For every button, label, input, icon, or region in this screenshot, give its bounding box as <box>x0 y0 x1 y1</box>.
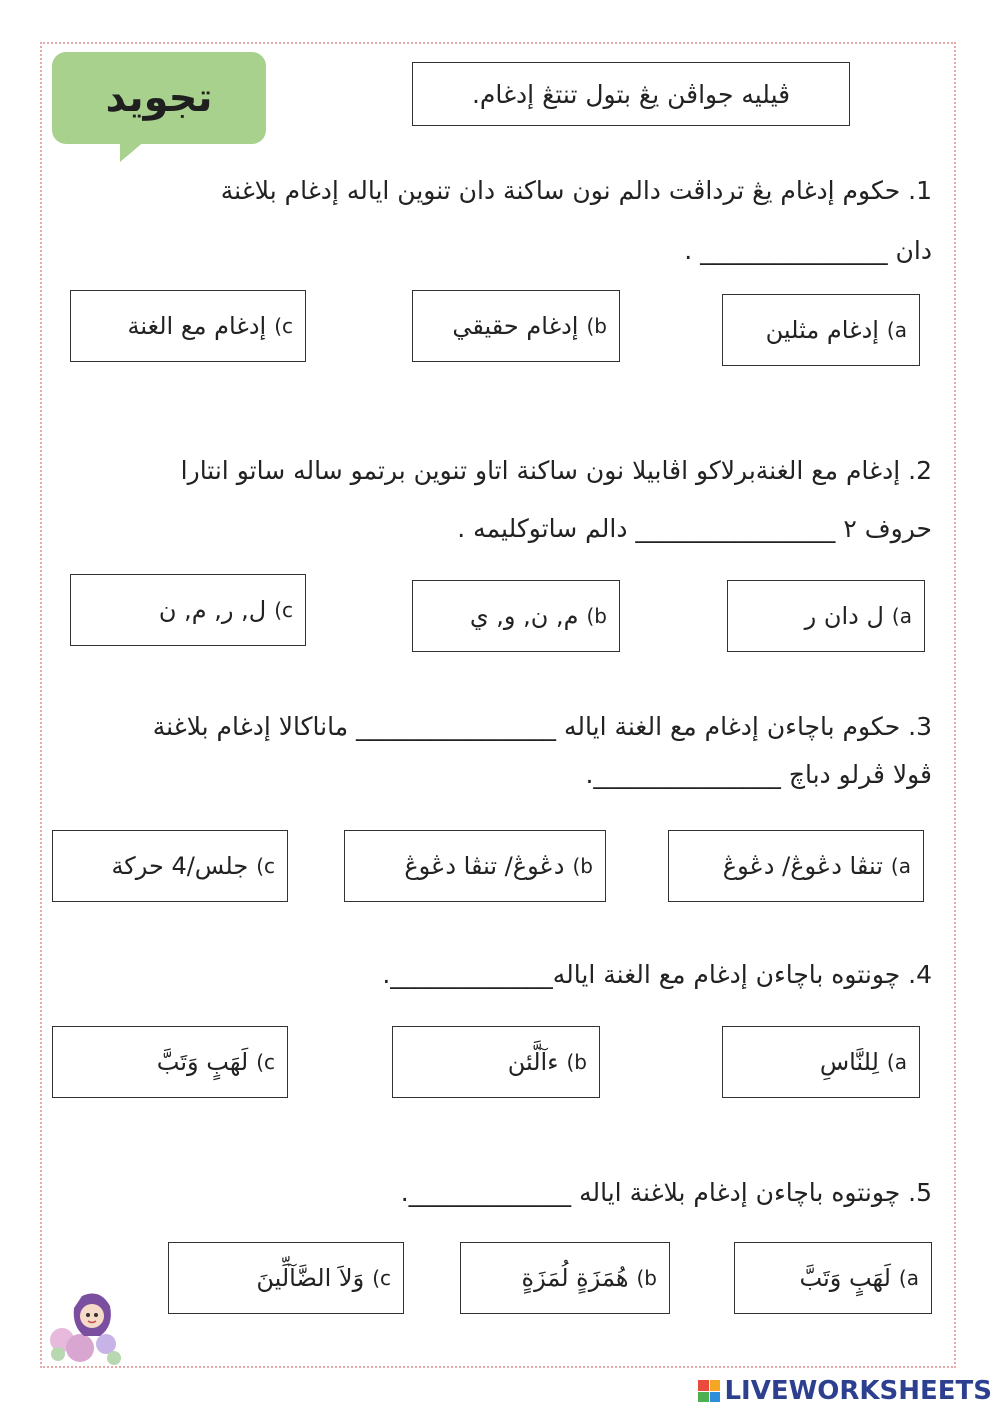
option-text: إدغام مع الغنة <box>127 312 267 340</box>
brand-name: LIVEWORKSHEETS <box>724 1376 992 1406</box>
question-4-line-1: 4. چونتوه باچاءن إدغام مع الغنة اياله_____________. <box>382 960 932 989</box>
avatar-flowers-illustration <box>44 1282 130 1368</box>
option-letter: b) <box>586 604 607 628</box>
option-letter: b) <box>636 1266 657 1290</box>
option-text: تنڤا دڠوڠ/ دڠوڠ <box>722 852 883 880</box>
option-text: إدغام مثلين <box>765 316 879 344</box>
instruction-text: ڤيليه جواڤن يڠ بتول تنتڠ إدغام. <box>471 79 791 109</box>
option-letter: b) <box>586 314 607 338</box>
option-text: لِلنَّاسِ <box>819 1048 879 1076</box>
option-letter: b) <box>566 1050 587 1074</box>
question-1-line-1: 1. حكوم إدغام يڠ ترداڤت دالم نون ساكنة دان تنوين اياله إدغام بلاغنة <box>220 176 932 205</box>
option-letter: a) <box>886 1050 907 1074</box>
question-3-option-b[interactable] <box>344 830 606 902</box>
option-text: وَلاَ الضَّآلِّينَ <box>256 1264 365 1292</box>
option-text: م, ن, و, ي <box>469 602 579 630</box>
option-text: لَهَبٍ وَتَبَّ <box>156 1048 249 1076</box>
option-text: إدغام حقيقي <box>452 312 579 340</box>
option-text: ل دان ر <box>804 602 884 630</box>
option-letter: c) <box>274 598 293 622</box>
title-badge <box>52 52 266 144</box>
question-1-option-b[interactable] <box>412 290 620 362</box>
option-letter: a) <box>890 854 911 878</box>
question-2-option-a[interactable] <box>727 580 925 652</box>
question-5-option-a[interactable] <box>734 1242 932 1314</box>
option-text: ل, ر, م, ن <box>158 596 267 624</box>
question-3-option-a[interactable] <box>668 830 924 902</box>
option-letter: c) <box>274 314 293 338</box>
option-text: هُمَزَةٍ لُمَزَةٍ <box>521 1264 629 1292</box>
option-letter: c) <box>256 854 275 878</box>
option-letter: c) <box>372 1266 391 1290</box>
option-letter: c) <box>256 1050 275 1074</box>
question-2-line-2: حروف ٢ ________________ دالم ساتوكليمه . <box>457 514 932 543</box>
question-5-option-b[interactable] <box>460 1242 670 1314</box>
option-letter: a) <box>886 318 907 342</box>
question-1-option-a[interactable] <box>722 294 920 366</box>
option-text: دڠوڠ/ تنڤا دڠوڠ <box>404 852 565 880</box>
option-letter: a) <box>891 604 912 628</box>
question-3-line-2: ڤولا ڤرلو دباچ _______________. <box>585 760 932 789</box>
question-2-line-1: 2. إدغام مع الغنةبرلاكو اڤابيلا نون ساكنة اتاو تنوين برتمو ساله ساتو انتارا <box>180 456 932 485</box>
question-1-option-c[interactable] <box>70 290 306 362</box>
question-1-line-2: دان _______________ . <box>684 236 932 265</box>
page-title: تجويد <box>105 75 213 121</box>
option-letter: a) <box>898 1266 919 1290</box>
title-badge-tail <box>120 140 146 162</box>
question-2-option-b[interactable] <box>412 580 620 652</box>
brand-logo-icon <box>698 1380 720 1402</box>
question-4-option-c[interactable] <box>52 1026 288 1098</box>
question-4-option-b[interactable] <box>392 1026 600 1098</box>
option-letter: b) <box>572 854 593 878</box>
question-5-line-1: 5. چونتوه باچاءن إدغام بلاغنة اياله _____________. <box>400 1178 932 1207</box>
footer-brand <box>698 1376 992 1406</box>
option-text: جلس/4 حركة <box>111 852 249 880</box>
question-3-option-c[interactable] <box>52 830 288 902</box>
instruction-box <box>412 62 850 126</box>
question-5-option-c[interactable] <box>168 1242 404 1314</box>
question-4-option-a[interactable] <box>722 1026 920 1098</box>
question-2-option-c[interactable] <box>70 574 306 646</box>
option-text: لَهَبٍ وَتَبَّ <box>799 1264 891 1292</box>
option-text: ءآلَّئن <box>507 1048 559 1076</box>
question-3-line-1: 3. حكوم باچاءن إدغام مع الغنة اياله ________________ ماناكالا إدغام بلاغنة <box>152 712 932 741</box>
